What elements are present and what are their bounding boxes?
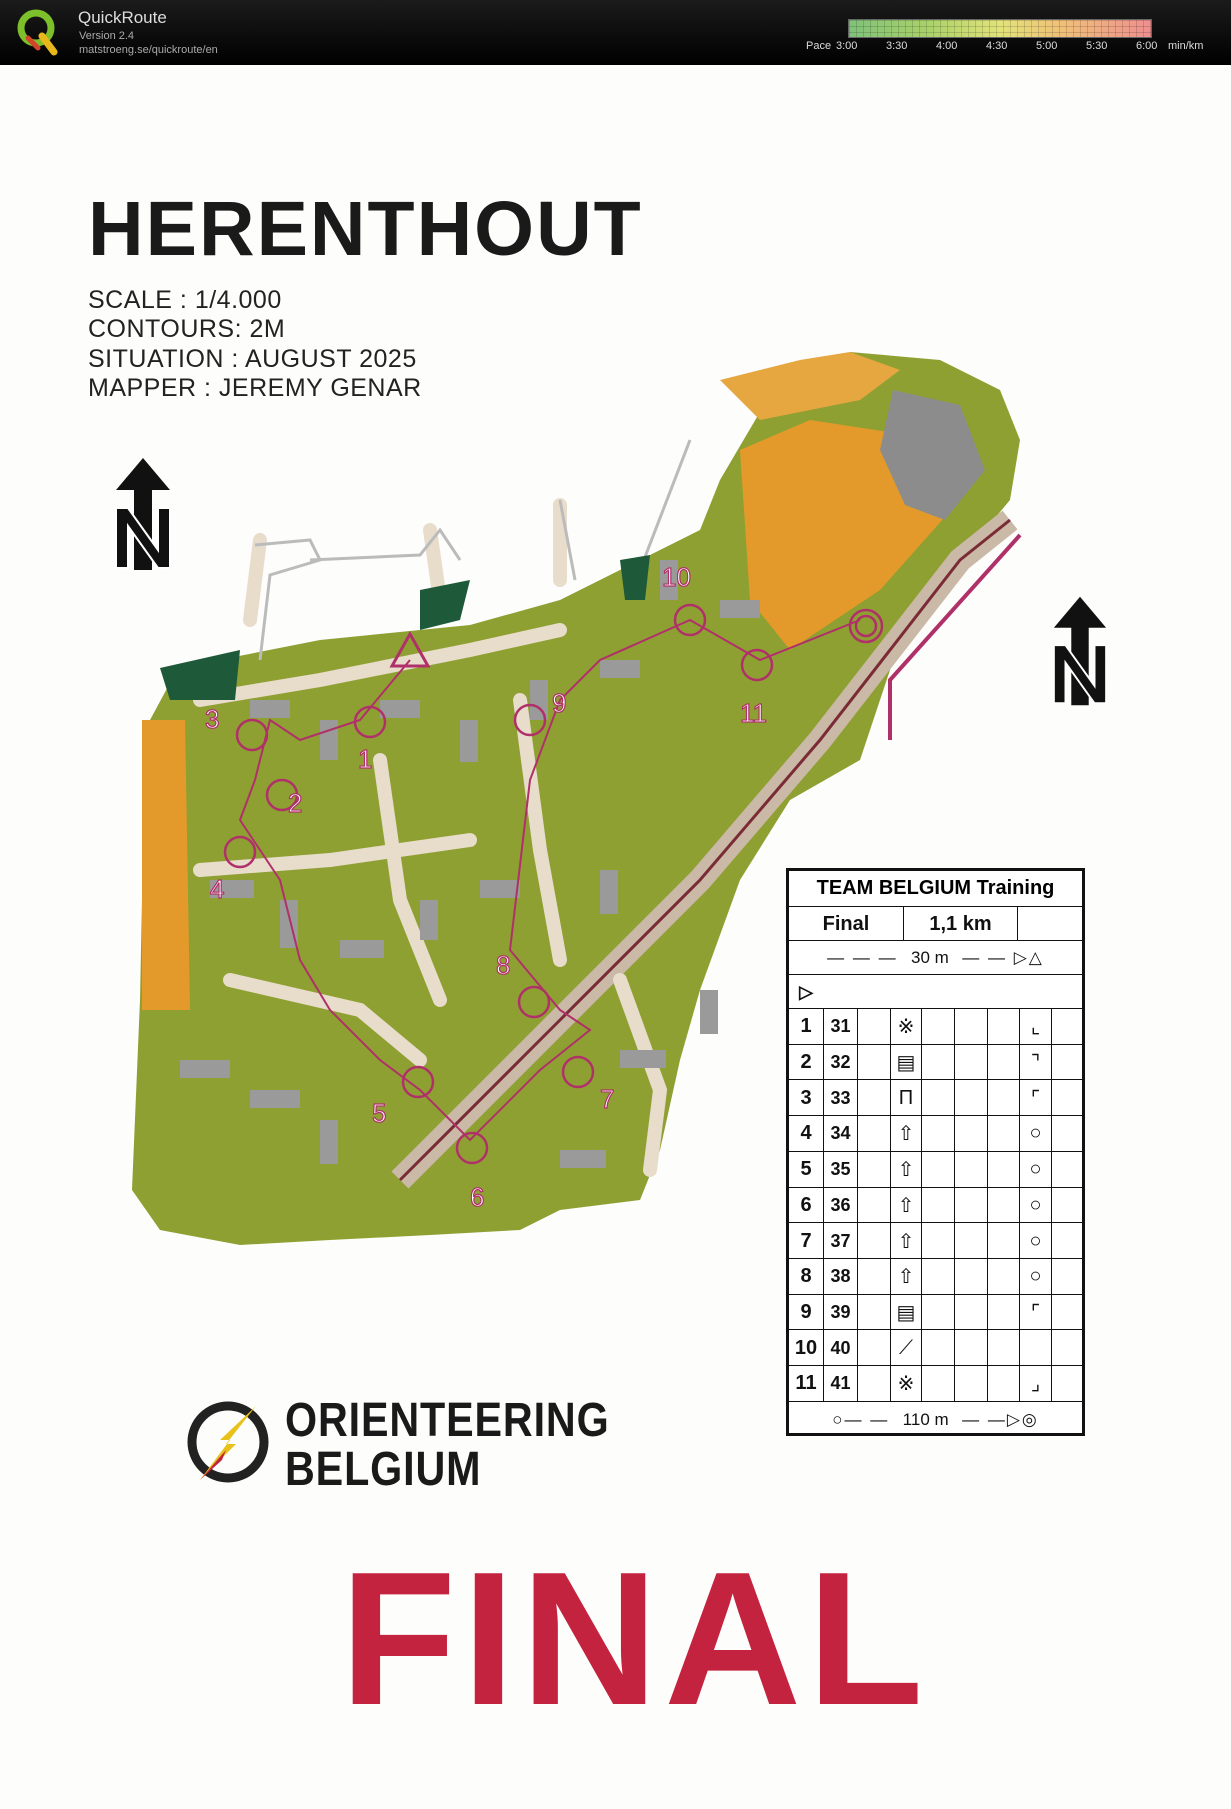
desc-control-number: 8 [800, 1265, 812, 1288]
desc-control-number: 9 [800, 1300, 812, 1323]
desc-empty-cell [1051, 1330, 1082, 1366]
control-description-sheet [786, 868, 1085, 1436]
desc-empty-cell [954, 1045, 987, 1081]
desc-empty-cell [921, 1223, 954, 1259]
empty-icon [1019, 1330, 1051, 1366]
desc-control-row [789, 1044, 1082, 1081]
desc-empty-cell [857, 1330, 890, 1366]
control-number-10: 10 [662, 562, 691, 592]
tree-icon: ⇧ [890, 1259, 921, 1295]
org-name-line2: BELGIUM [285, 1443, 482, 1496]
desc-title: TEAM BELGIUM Training [816, 877, 1055, 899]
desc-empty-cell [987, 1152, 1019, 1188]
tree-icon: ⇧ [890, 1116, 921, 1152]
hatched-area-icon: ▤ [890, 1045, 921, 1081]
control-number-4: 4 [210, 874, 225, 904]
desc-empty-cell [1051, 1080, 1082, 1116]
desc-control-code: 36 [823, 1188, 857, 1224]
desc-control-number: 10 [794, 1336, 818, 1359]
desc-empty-cell [921, 1259, 954, 1295]
control-number-6: 6 [470, 1182, 485, 1212]
desc-empty-cell [857, 1045, 890, 1081]
desc-control-row [789, 1115, 1082, 1152]
foot-bottom-icon: ○ [1019, 1152, 1051, 1188]
desc-empty-cell [1051, 1259, 1082, 1295]
corner-bottom-left-icon: ⌞ [1019, 1009, 1051, 1045]
desc-control-number: 3 [800, 1086, 812, 1109]
desc-length: 1,1 km [903, 907, 1017, 941]
control-number-2: 2 [288, 788, 303, 818]
control-number-5: 5 [372, 1098, 387, 1128]
corner-top-left-icon: ⌜ [1019, 1295, 1051, 1331]
final-label: FINAL [340, 1533, 930, 1745]
pace-unit: min/km [1168, 40, 1204, 52]
desc-control-code: 39 [823, 1295, 857, 1331]
control-number-11: 11 [740, 698, 767, 728]
desc-empty-cell [987, 1188, 1019, 1224]
desc-empty-cell [954, 1223, 987, 1259]
desc-empty-cell [857, 1295, 890, 1331]
dashed-line-icon: ⟋ [890, 1330, 921, 1366]
map-area-open-land-west [142, 720, 190, 1010]
map-area-dark-green-2 [420, 580, 470, 630]
tree-icon: ⇧ [890, 1223, 921, 1259]
desc-start-row [789, 974, 1082, 1009]
desc-header-row [789, 906, 1082, 941]
desc-empty-cell [954, 1009, 987, 1045]
desc-empty-cell [921, 1295, 954, 1331]
tree-icon: ⇧ [890, 1188, 921, 1224]
corner-bottom-right-icon: ⌟ [1019, 1366, 1051, 1402]
desc-class: Final [822, 912, 870, 935]
desc-empty-cell [987, 1259, 1019, 1295]
desc-control-code: 40 [823, 1330, 857, 1366]
orienteering-belgium-logo-icon [186, 1400, 270, 1484]
desc-start-distance-row: — — — 30 m — — ▷△ [789, 940, 1082, 975]
desc-empty-cell [954, 1188, 987, 1224]
desc-empty-cell [857, 1152, 890, 1188]
desc-control-code: 33 [823, 1080, 857, 1116]
desc-control-code: 34 [823, 1116, 857, 1152]
control-number-8: 8 [496, 950, 511, 980]
pace-label-5: 5:00 [1036, 40, 1058, 52]
thicket-icon: ※ [890, 1366, 921, 1402]
desc-control-row [789, 1365, 1082, 1402]
foot-bottom-icon: ○ [1019, 1188, 1051, 1224]
app-name: QuickRoute [78, 8, 167, 27]
desc-empty-cell [987, 1045, 1019, 1081]
control-number-7: 7 [600, 1084, 615, 1114]
desc-empty-cell [954, 1330, 987, 1366]
org-name-line1: ORIENTEERING [285, 1394, 610, 1447]
desc-control-number: 11 [795, 1372, 817, 1395]
desc-empty-cell [987, 1080, 1019, 1116]
desc-control-row [789, 1258, 1082, 1295]
corner-top-right-icon: ⌝ [1019, 1045, 1051, 1081]
desc-empty-cell [1051, 1009, 1082, 1045]
desc-empty-cell [921, 1366, 954, 1402]
desc-empty-cell [857, 1116, 890, 1152]
desc-empty-cell [1051, 1366, 1082, 1402]
desc-control-row [789, 1008, 1082, 1045]
desc-empty-cell [857, 1080, 890, 1116]
desc-empty-cell [857, 1223, 890, 1259]
desc-control-number: 5 [800, 1158, 812, 1181]
desc-control-number: 2 [800, 1051, 812, 1074]
desc-control-code: 37 [823, 1223, 857, 1259]
desc-control-row [789, 1329, 1082, 1366]
hatched-area-icon: ▤ [890, 1295, 921, 1331]
desc-empty-cell [1051, 1223, 1082, 1259]
tree-icon: ⇧ [890, 1152, 921, 1188]
desc-empty-cell [921, 1045, 954, 1081]
desc-finish-distance: 110 m [902, 1409, 949, 1429]
desc-empty-cell [987, 1009, 1019, 1045]
desc-empty-cell [921, 1188, 954, 1224]
desc-control-row [789, 1187, 1082, 1224]
pace-label-6: 5:30 [1086, 40, 1108, 52]
desc-control-code: 41 [823, 1366, 857, 1402]
pace-label-7: 6:00 [1136, 40, 1158, 52]
desc-control-number: 7 [800, 1229, 812, 1252]
desc-control-row [789, 1294, 1082, 1331]
map-contours: CONTOURS: 2M [88, 315, 286, 343]
desc-empty-cell [857, 1188, 890, 1224]
map-area-dark-green [160, 650, 240, 700]
desc-empty-cell [987, 1295, 1019, 1331]
pace-label-3: 4:00 [936, 40, 958, 52]
desc-control-number: 1 [800, 1015, 812, 1038]
map-area-dark-green-3 [620, 555, 650, 600]
desc-empty-cell [987, 1366, 1019, 1402]
corner-top-left-icon: ⌜ [1019, 1080, 1051, 1116]
foot-top-bottom-icon: ○ [1019, 1223, 1051, 1259]
desc-empty-cell [1051, 1045, 1082, 1081]
desc-control-code: 38 [823, 1259, 857, 1295]
thicket-icon: ※ [890, 1009, 921, 1045]
map-title: HERENTHOUT [88, 186, 643, 272]
control-number-9: 9 [552, 688, 567, 718]
desc-empty-cell [1051, 1152, 1082, 1188]
desc-empty-cell [954, 1295, 987, 1331]
desc-empty-cell [954, 1080, 987, 1116]
north-arrow-icon [1050, 596, 1110, 706]
desc-control-row [789, 1222, 1082, 1259]
desc-control-row [789, 1079, 1082, 1116]
desc-empty-cell [954, 1116, 987, 1152]
desc-control-number: 6 [800, 1193, 812, 1216]
desc-empty-cell [857, 1259, 890, 1295]
desc-empty-cell [1051, 1188, 1082, 1224]
pace-label-1: 3:00 [836, 40, 858, 52]
app-version: Version 2.4 [79, 30, 135, 42]
map-scale: SCALE : 1/4.000 [88, 286, 282, 314]
control-number-3: 3 [205, 704, 220, 734]
desc-empty-cell [1051, 1295, 1082, 1331]
map-mapper: MAPPER : JEREMY GENAR [88, 374, 422, 402]
start-triangle-icon: ▷ [799, 981, 813, 1002]
pace-prefix-label: Pace [806, 40, 832, 52]
pace-label-4: 4:30 [986, 40, 1008, 52]
desc-empty-cell [1017, 907, 1082, 941]
desc-empty-cell [1051, 1116, 1082, 1152]
desc-empty-cell [987, 1116, 1019, 1152]
desc-control-code: 31 [823, 1009, 857, 1045]
desc-empty-cell [857, 1009, 890, 1045]
desc-control-code: 35 [823, 1152, 857, 1188]
app-url[interactable]: matstroeng.se/quickroute/en [79, 44, 218, 56]
desc-empty-cell [954, 1259, 987, 1295]
desc-empty-cell [987, 1223, 1019, 1259]
desc-control-number: 4 [800, 1122, 812, 1145]
north-arrow-icon [112, 458, 174, 570]
desc-empty-cell [921, 1152, 954, 1188]
control-number-1: 1 [358, 744, 373, 774]
canopy-icon: Π [890, 1080, 921, 1116]
map-situation: SITUATION : AUGUST 2025 [88, 345, 417, 373]
desc-empty-cell [857, 1366, 890, 1402]
foot-top-right-icon: ○ [1019, 1259, 1051, 1295]
desc-empty-cell [921, 1080, 954, 1116]
desc-empty-cell [921, 1009, 954, 1045]
desc-control-row [789, 1151, 1082, 1188]
desc-empty-cell [954, 1366, 987, 1402]
desc-start-distance: 30 m [911, 948, 949, 967]
desc-empty-cell [921, 1116, 954, 1152]
foot-top-icon: ○ [1019, 1116, 1051, 1152]
desc-empty-cell [987, 1330, 1019, 1366]
desc-finish-row: ○— — 110 m — —▷◎ [789, 1401, 1082, 1437]
desc-empty-cell [954, 1152, 987, 1188]
desc-control-code: 32 [823, 1045, 857, 1081]
pace-label-2: 3:30 [886, 40, 908, 52]
desc-empty-cell [921, 1330, 954, 1366]
